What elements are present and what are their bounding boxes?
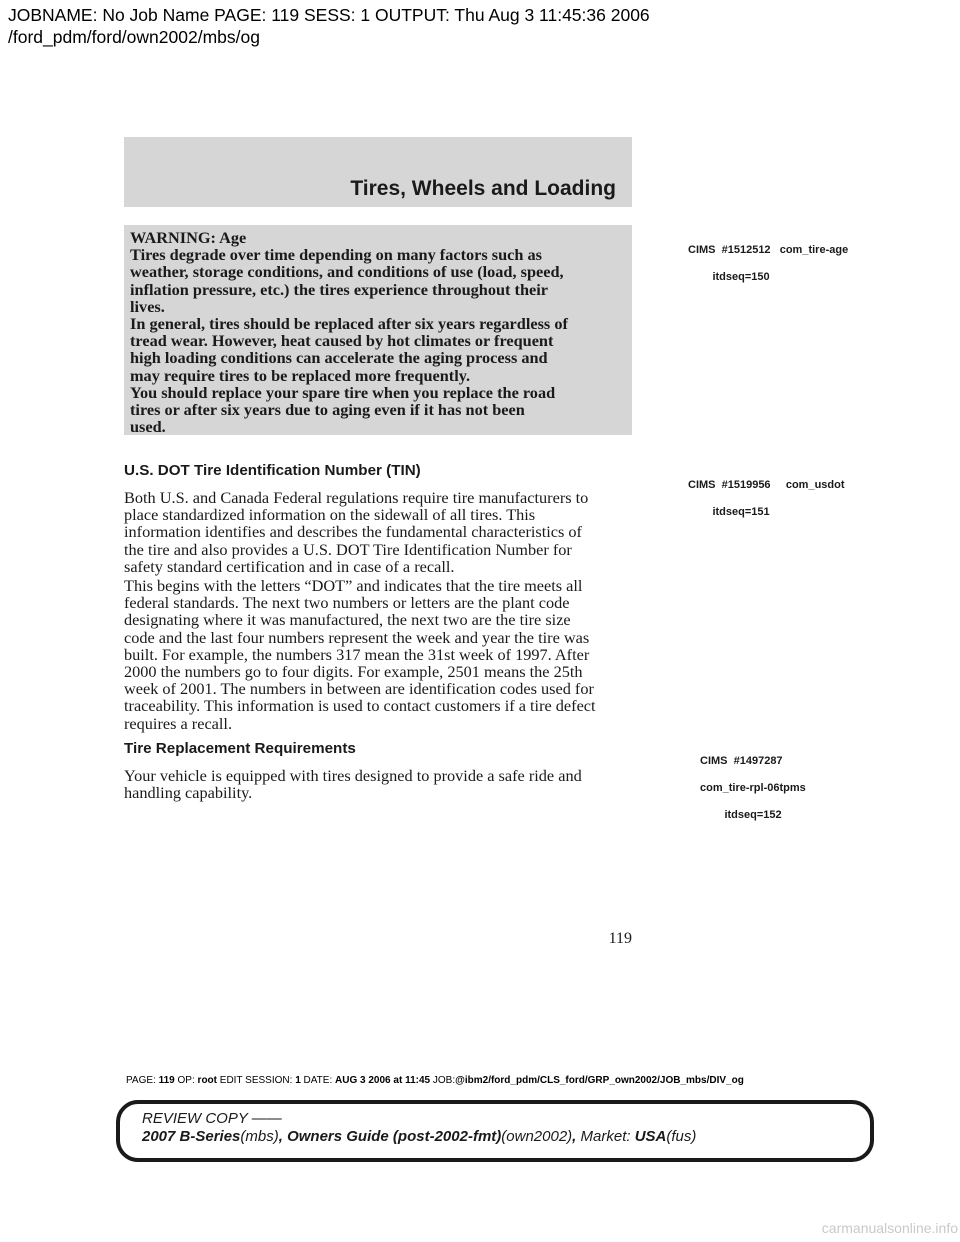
cims-tag-line: itdseq=152 [700, 809, 782, 821]
paragraph-line: traceability. This information is used to contact customers if a tire defect [124, 696, 596, 716]
job-header-line2: /ford_pdm/ford/own2002/mbs/og [8, 27, 260, 47]
warning-line: high loading conditions can accelerate the aging process and [130, 348, 548, 368]
warning-line: tires or after six years due to aging even if it has not been [130, 400, 525, 420]
review-sep: , [572, 1128, 581, 1145]
section-heading-replacement: Tire Replacement Requirements [124, 740, 356, 757]
paragraph-line: This begins with the letters “DOT” and indicates that the tire meets all [124, 576, 583, 595]
review-model-code: (mbs) [240, 1128, 279, 1145]
paragraph-line: information identifies and describes the fundamental characteristics of [124, 522, 582, 542]
paragraph-line: week of 2001. The numbers in between are identification codes used for [124, 679, 594, 699]
paragraph-line: place standardized information on the sidewall of all tires. This [124, 505, 536, 525]
review-sep: , [278, 1128, 288, 1145]
paragraph-line: code and the last four numbers represent the week and year the tire was [124, 627, 590, 647]
page-number: 119 [608, 930, 632, 947]
paragraph-line: the tire and also provides a U.S. DOT Tire Identification Number for [124, 539, 572, 559]
chapter-title: Tires, Wheels and Loading [350, 177, 616, 200]
cims-tag [700, 739, 806, 829]
paragraph-line: 2000 the numbers go to four digits. For example, 2501 means the 25th [124, 662, 583, 682]
footer-job-label: JOB: [432, 1075, 456, 1086]
warning-line: You should replace your spare tire when you replace the road [130, 382, 556, 402]
warning-line: may require tires to be replaced more frequently. [130, 365, 471, 385]
footer-page-label: PAGE: [126, 1075, 156, 1086]
warning-line: tread wear. However, heat caused by hot climates or frequent [130, 331, 554, 351]
job-header [8, 4, 908, 48]
footer-session-value: 1 [295, 1075, 301, 1086]
review-market-code: (fus) [666, 1128, 697, 1145]
warning-line: used. [130, 417, 166, 437]
footer-page-value: 119 [158, 1075, 175, 1086]
footer-job-info [126, 1075, 826, 1086]
chapter-header-band [124, 137, 632, 207]
paragraph-line: safety standard certification and in case of a recall. [124, 556, 455, 576]
cims-tag-line: CIMS #1497287 [700, 755, 783, 767]
footer-op-label: OP: [177, 1075, 195, 1086]
review-model: 2007 B-Series [142, 1128, 241, 1145]
warning-line: Tires degrade over time depending on many factors such as [130, 245, 543, 265]
cims-tag-line: itdseq=151 [688, 506, 770, 518]
warning-line: inflation pressure, etc.) the tires experience throughout their [130, 279, 548, 299]
footer-session-label: EDIT SESSION: [219, 1075, 293, 1086]
warning-box [124, 225, 632, 435]
job-header-line1: JOBNAME: No Job Name PAGE: 119 SESS: 1 OUTPUT: Thu Aug 3 11:45:36 2006 [8, 5, 650, 25]
tin-paragraph-1 [124, 489, 644, 575]
paragraph-line: Both U.S. and Canada Federal regulations require tire manufacturers to [124, 488, 589, 507]
cims-tag-line: CIMS #1519956 com_usdot [688, 479, 845, 491]
section-heading-tin: U.S. DOT Tire Identification Number (TIN) [124, 462, 421, 479]
replacement-paragraph-1 [124, 767, 644, 801]
warning-line: lives. [130, 296, 165, 316]
footer-job-value: @ibm2/ford_pdm/CLS_ford/GRP_own2002/JOB_mbs/DIV_og [455, 1075, 744, 1086]
review-guide: Owners Guide (post-2002-fmt) [287, 1128, 502, 1145]
warning-line: weather, storage conditions, and conditions of use (load, speed, [130, 262, 564, 282]
paragraph-line: Your vehicle is equipped with tires designed to provide a safe ride and [124, 766, 582, 785]
paragraph-line: designating where it was manufactured, the next two are the tire size [124, 610, 571, 630]
review-market: USA [634, 1128, 667, 1145]
cims-tag [688, 228, 848, 291]
paragraph-line: federal standards. The next two numbers or letters are the plant code [124, 593, 570, 613]
review-market-label: Market: [580, 1128, 635, 1145]
review-copy-line1: REVIEW COPY —— [142, 1110, 282, 1127]
footer-date-value: AUG 3 2006 at 11:45 [335, 1075, 431, 1086]
paragraph-line: requires a recall. [124, 713, 233, 733]
warning-line: In general, tires should be replaced after six years regardless of [130, 314, 568, 334]
footer-date-label: DATE: [303, 1075, 333, 1086]
review-copy-box [116, 1100, 874, 1162]
tin-paragraph-2 [124, 577, 644, 732]
review-copy-line2 [142, 1128, 870, 1146]
cims-tag [688, 463, 845, 526]
review-guide-code: (own2002) [501, 1128, 573, 1145]
cims-tag-line: com_tire-rpl-06tpms [700, 782, 806, 794]
paragraph-line: handling capability. [124, 783, 253, 803]
cims-tag-line: itdseq=150 [688, 271, 770, 283]
footer-op-value: root [197, 1075, 217, 1086]
watermark: carmanualsonline.info [821, 1220, 958, 1236]
paragraph-line: built. For example, the numbers 317 mean the 31st week of 1997. After [124, 644, 590, 664]
cims-tag-line: CIMS #1512512 com_tire-age [688, 244, 849, 256]
warning-line: WARNING: Age [130, 228, 247, 247]
